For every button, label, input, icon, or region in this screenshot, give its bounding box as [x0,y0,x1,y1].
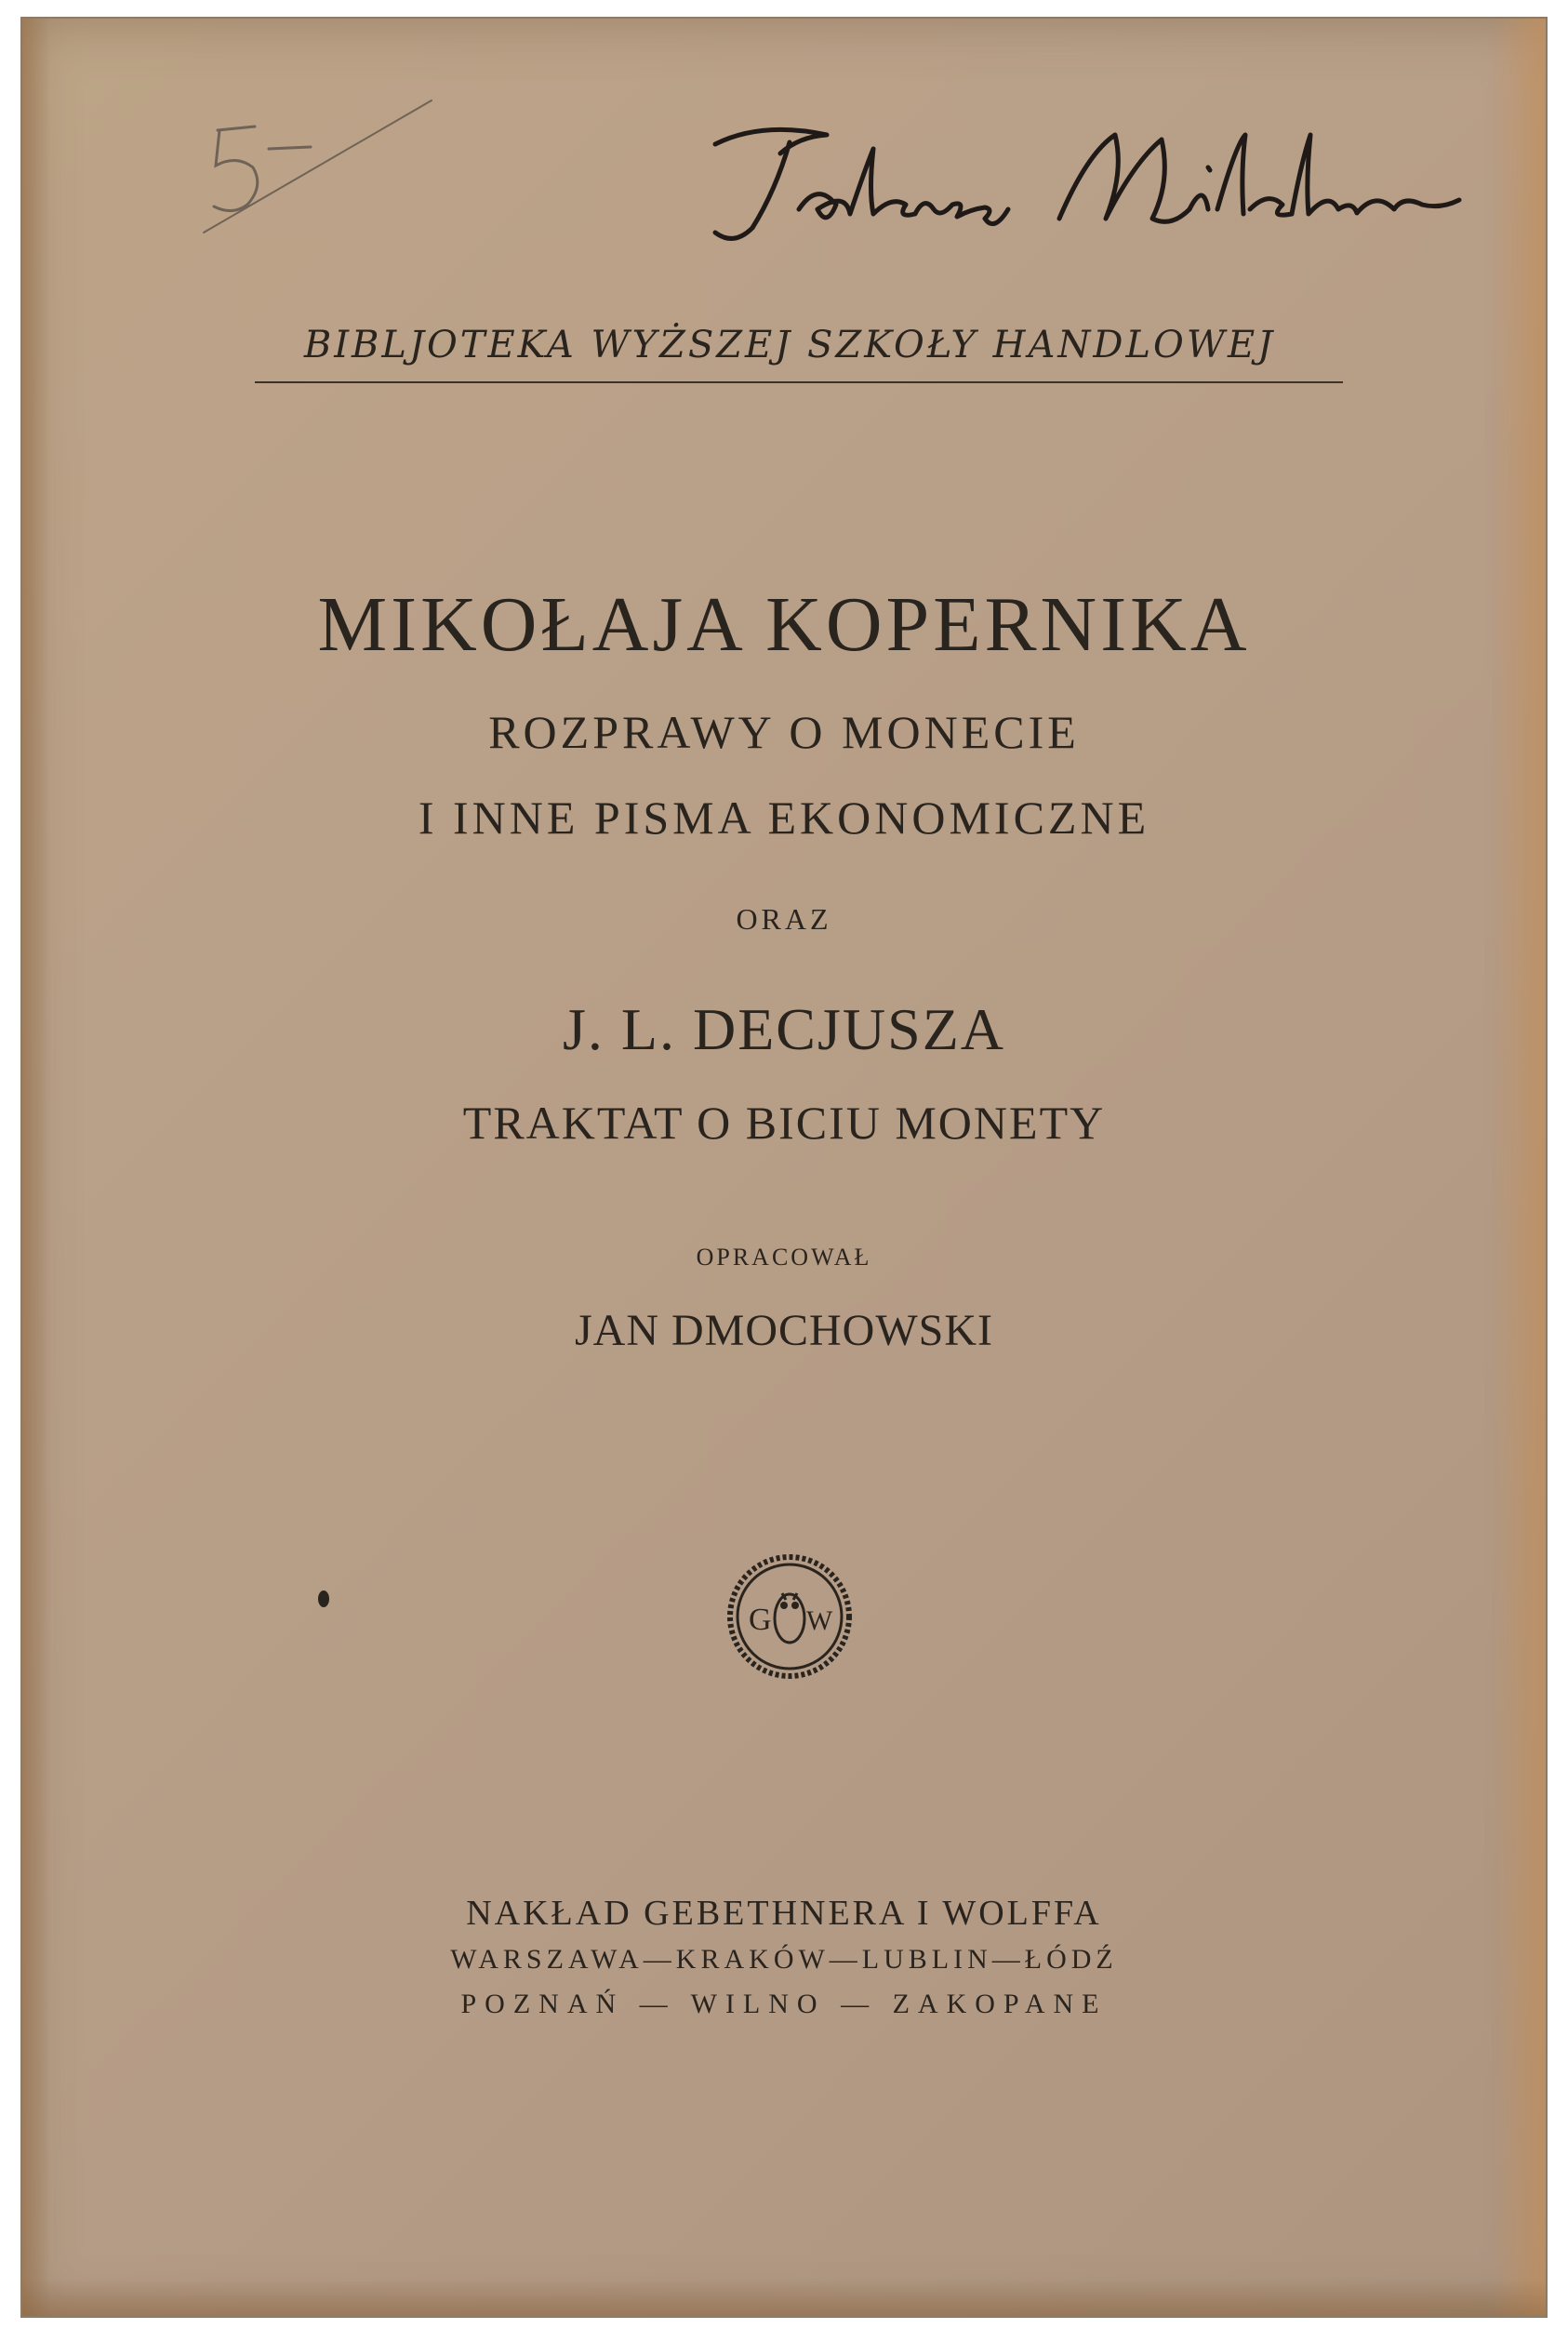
cover-edge-bottom [22,2279,1546,2316]
series-rule [255,381,1343,383]
book-cover [20,17,1548,2318]
second-author: J. L. DECJUSZA [562,996,1006,1062]
pencil-shelf-mark [199,93,441,242]
publisher-cities-line-2: POZNAŃ — WILNO — ZAKOPANE [460,1989,1108,2019]
ink-spot [318,1590,329,1607]
publisher-name: NAKŁAD GEBETHNERA I WOLFFA [466,1894,1102,1933]
series-title: BIBLJOTEKA WYŻSZEJ SZKOŁY HANDLOWEJ [303,324,1276,366]
editor-label: OPRACOWAŁ [696,1244,872,1271]
conjunction: ORAZ [736,902,832,936]
book-subtitle-line-2: I INNE PISMA EKONOMICZNE [418,792,1150,844]
owner-signature [687,116,1487,256]
svg-text:W: W [806,1605,833,1636]
publisher-emblem [724,1551,855,1682]
svg-text:G: G [749,1603,772,1637]
second-title: TRAKTAT O BICIU MONETY [462,1097,1106,1149]
publisher-cities-line-1: WARSZAWA—KRAKÓW—LUBLIN—ŁÓDŹ [450,1944,1118,1975]
book-title: MIKOŁAJA KOPERNIKA [317,581,1251,668]
book-subtitle-line-1: ROZPRAWY O MONECIE [488,706,1080,758]
editor-name: JAN DMOCHOWSKI [574,1306,993,1355]
